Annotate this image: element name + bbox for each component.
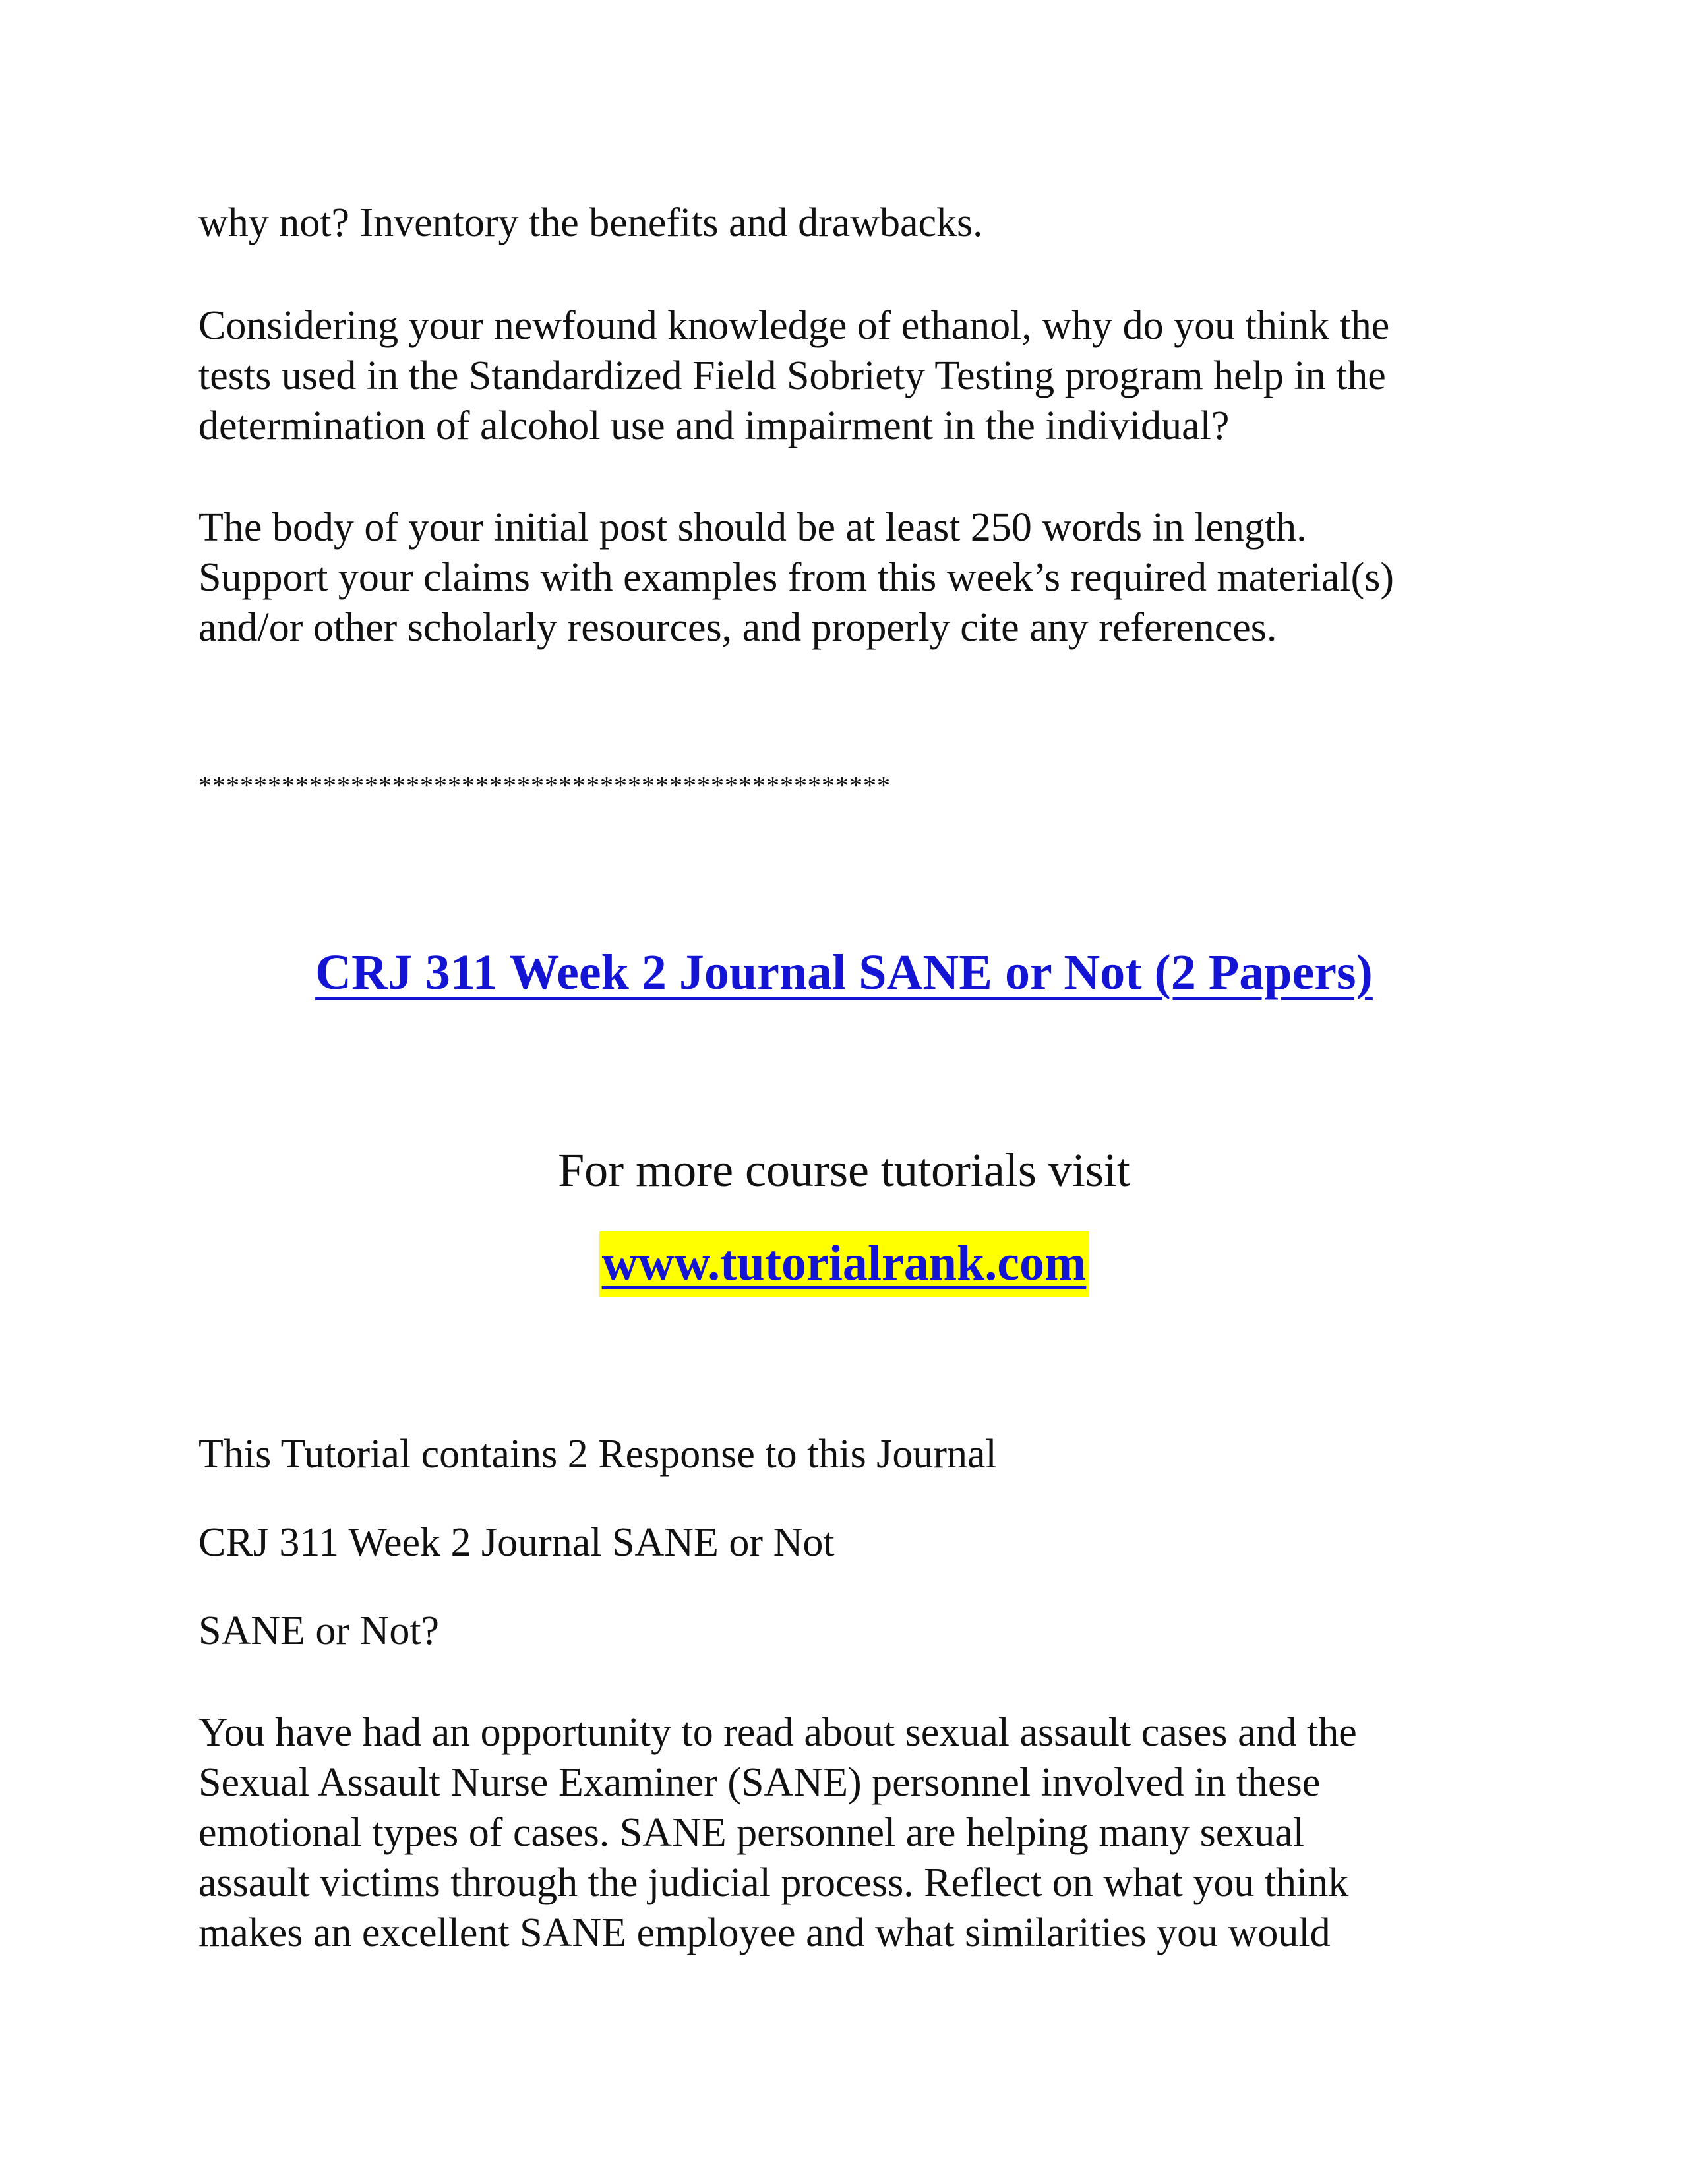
journal-name: CRJ 311 Week 2 Journal SANE or Not	[198, 1520, 835, 1565]
question-line-3: determination of alcohol use and impairment in the individual?	[198, 403, 1230, 448]
body-line-1: You have had an opportunity to read about sexual assault cases and the	[198, 1710, 1357, 1755]
contains-text: This Tutorial contains 2 Response to this Journal	[198, 1432, 997, 1477]
body-line-5: makes an excellent SANE employee and what similarities you would	[198, 1910, 1331, 1955]
course-title-link[interactable]: CRJ 311 Week 2 Journal SANE or Not (2 Papers)	[315, 945, 1373, 1000]
question-line-2: tests used in the Standardized Field Sobriety Testing program help in the	[198, 353, 1386, 398]
requirements-line-3: and/or other scholarly resources, and properly cite any references.	[198, 605, 1277, 650]
intro-line: why not? Inventory the benefits and drawbacks.	[198, 200, 983, 245]
body-line-3: emotional types of cases. SANE personnel are helping many sexual	[198, 1810, 1304, 1855]
promo-text: For more course tutorials visit	[558, 1144, 1130, 1196]
requirements-line-1: The body of your initial post should be at least 250 words in length.	[198, 505, 1307, 550]
promo-link-wrapper	[0, 1231, 1688, 1297]
subheading: SANE or Not?	[198, 1608, 440, 1653]
body-line-4: assault victims through the judicial process. Reflect on what you think	[198, 1860, 1349, 1905]
separator-stars: **************************************************	[198, 771, 891, 800]
question-line-1: Considering your newfound knowledge of ethanol, why do you think the	[198, 303, 1390, 348]
requirements-line-2: Support your claims with examples from this week’s required material(s)	[198, 555, 1395, 600]
tutorialrank-link[interactable]: www.tutorialrank.com	[599, 1231, 1089, 1297]
body-line-2: Sexual Assault Nurse Examiner (SANE) personnel involved in these	[198, 1760, 1321, 1805]
